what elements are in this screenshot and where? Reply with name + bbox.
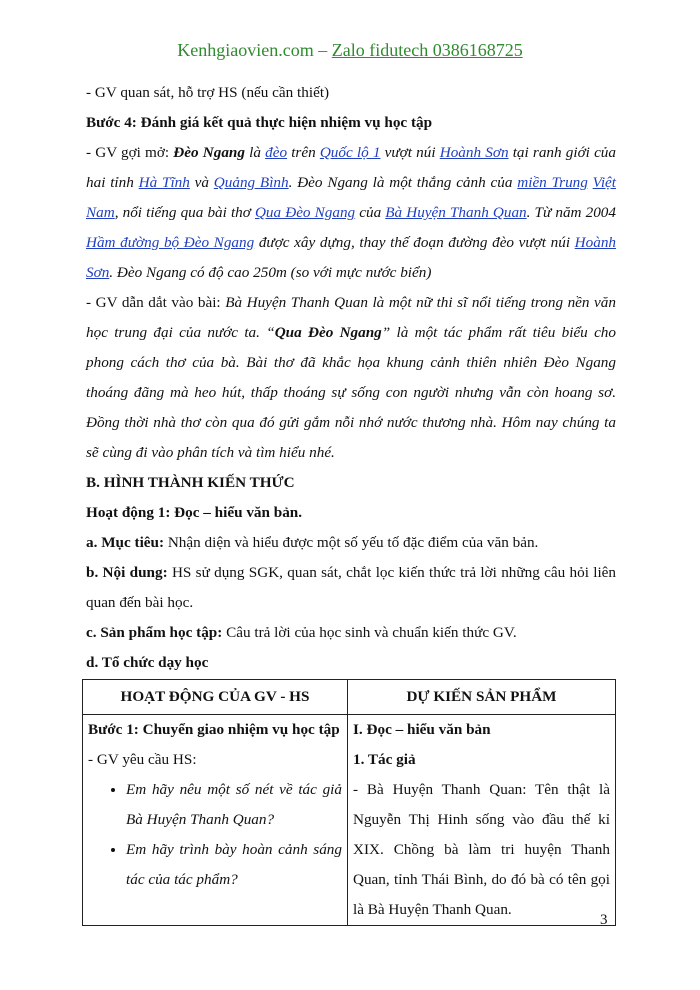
product-line: [86, 618, 616, 648]
text: - GV gợi mở:: [86, 144, 174, 161]
list-item: • Em hãy nêu một số nét về tác giả Bà Huyện Thanh Quan?: [126, 775, 342, 835]
link-hoanh-son-2[interactable]: Hoành Sơn: [86, 234, 617, 281]
text: . Từ năm 2004: [526, 204, 616, 221]
table-header-row: [83, 680, 616, 715]
list-item: • Em hãy trình bày hoàn cảnh sáng tác của tác phẩm?: [126, 835, 342, 895]
page-header: [0, 40, 700, 61]
link-ham-duong-bo[interactable]: Hầm đường bộ Đèo Ngang: [86, 234, 255, 251]
author-heading: 1. Tác giả: [353, 751, 416, 768]
link-viet-nam[interactable]: Việt Nam: [86, 174, 617, 221]
link-hoanh-son[interactable]: Hoành Sơn: [439, 144, 509, 161]
text: . Đèo Ngang có độ cao 250m (so với mực nước biển): [109, 264, 432, 281]
page-number: 3: [600, 912, 608, 928]
label: b. Nội dung:: [86, 564, 168, 581]
text: được xây dựng, thay thế đoạn đường đèo vượt núi: [254, 234, 575, 251]
text: , nổi tiếng qua bài thơ: [114, 204, 255, 221]
text: của: [355, 204, 386, 221]
text: vượt núi: [380, 144, 440, 161]
link-ba-huyen-thanh-quan[interactable]: Bà Huyện Thanh Quan: [385, 204, 527, 221]
link-quoc-lo-1[interactable]: Quốc lộ 1: [319, 144, 381, 161]
author-text: - Bà Huyện Thanh Quan: Tên thật là Nguyễn Thị Hinh sống vào đầu thế kỉ XIX. Chồng bà làm tri huyện Thanh Quan, tỉnh Thái Bình, do đó bà có tên gọi là Bà Huyện Thanh Quan.: [353, 781, 610, 918]
table-header-activity: HOẠT ĐỘNG CỦA GV - HS: [83, 680, 348, 715]
link-qua-deo-ngang[interactable]: Qua Đèo Ngang: [254, 204, 356, 221]
objective-line: [86, 528, 616, 558]
link-quang-binh[interactable]: Quảng Bình: [213, 174, 289, 191]
text: Bà Huyện Thanh Quan là một nữ thi sĩ nổi tiếng trong nền văn học trung đại của nước ta. “: [86, 294, 616, 341]
text: tại ranh giới của hai tỉnh: [86, 144, 616, 191]
bold-term: Đèo Ngang: [173, 144, 245, 161]
text: là: [244, 144, 266, 161]
activity-heading: Hoạt động 1: Đọc – hiểu văn bản.: [86, 504, 303, 521]
label: c. Sản phẩm học tập:: [86, 624, 223, 641]
activity-table: [82, 679, 616, 926]
content-line: [86, 558, 616, 618]
step4-heading: Bước 4: Đánh giá kết quả thực hiện nhiệm vụ học tập: [86, 114, 433, 131]
paragraph-introduction: [86, 288, 616, 468]
question-list: [88, 775, 342, 895]
table-cell-activity: [83, 715, 348, 926]
reading-heading: I. Đọc – hiểu văn bản: [353, 721, 491, 738]
table-row: [83, 715, 616, 926]
header-site-link[interactable]: Kenhgiaovien.com: [177, 40, 314, 60]
text: HS sử dụng SGK, quan sát, chắt lọc kiến thức trả lời những câu hỏi liên quan đến bài học.: [86, 564, 616, 611]
header-separator: –: [313, 40, 332, 60]
document-body: [86, 78, 616, 926]
step1-heading: Bước 1: Chuyển giao nhiệm vụ học tập: [88, 721, 340, 738]
text: Nhận diện và hiểu được một số yếu tố đặc điểm của văn bản.: [164, 534, 539, 551]
text: - GV dẫn dắt vào bài:: [86, 294, 226, 311]
header-contact-link[interactable]: Zalo fidutech 0386168725: [331, 40, 523, 60]
text: ” là một tác phẩm rất tiêu biểu cho phong cách thơ của bà. Bài thơ đã khắc họa khung cảnh thiên nhiên Đèo Ngang thoáng đãng mà heo hút, thấp thoáng sự sống con người nhưng vẫn còn hoang sơ. Đồng thời nhà thơ còn qua đó gửi gắm nỗi nhớ nước thương nhà. Hôm nay chúng ta sẽ cùng đi vào phân tích và tìm hiểu nhé.: [86, 324, 616, 461]
link-mien-trung[interactable]: miền Trung: [517, 174, 588, 191]
organization-heading: d. Tổ chức dạy học: [86, 654, 209, 671]
text: và: [189, 174, 214, 191]
bold-title: Qua Đèo Ngang: [274, 324, 382, 341]
table-cell-product: [348, 715, 616, 926]
label: a. Mục tiêu:: [86, 534, 165, 551]
paragraph-observe: - GV quan sát, hỗ trợ HS (nếu cần thiết): [86, 84, 330, 101]
table-header-product: DỰ KIẾN SẢN PHẨM: [348, 680, 616, 715]
text: Câu trả lời của học sinh và chuẩn kiến thức GV.: [222, 624, 517, 641]
section-b-heading: B. HÌNH THÀNH KIẾN THỨC: [86, 474, 295, 491]
text: trên: [287, 144, 320, 161]
link-ha-tinh[interactable]: Hà Tĩnh: [138, 174, 190, 191]
teacher-request: - GV yêu cầu HS:: [88, 751, 197, 768]
paragraph-suggestion: [86, 138, 616, 288]
text: . Đèo Ngang là một thắng cảnh của: [288, 174, 518, 191]
link-deo[interactable]: đèo: [265, 144, 288, 161]
